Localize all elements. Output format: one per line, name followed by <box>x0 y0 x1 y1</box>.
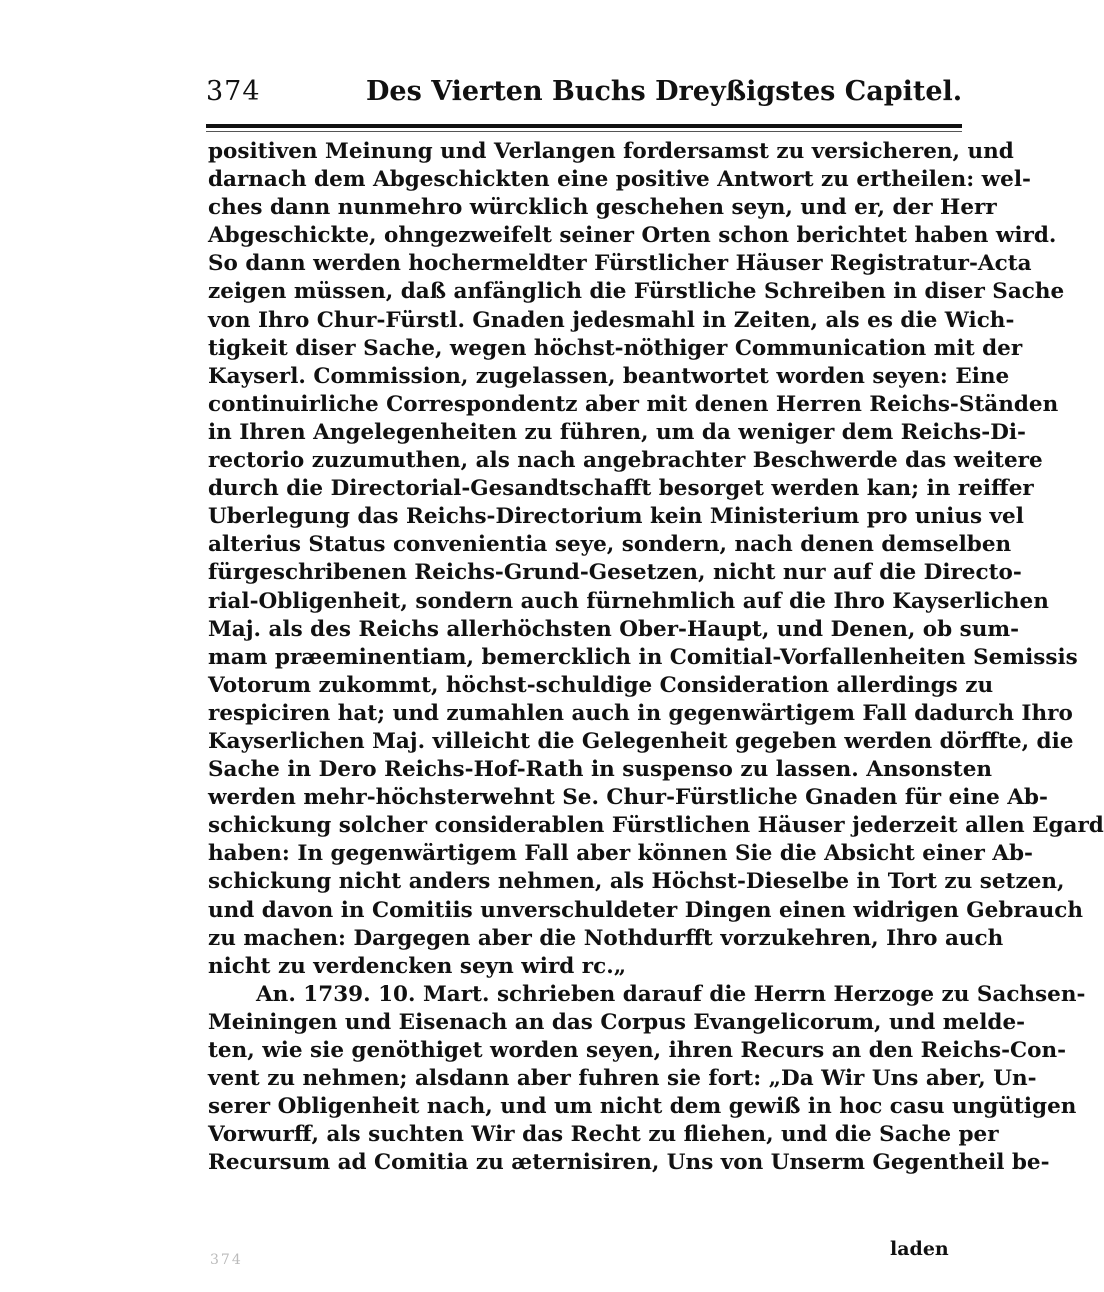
text-line: darnach dem Abgeschickten eine positive Antwort zu ertheilen: wel- <box>208 167 1031 193</box>
text-line: Meiningen und Eisenach an das Corpus Evangelicorum, und melde- <box>208 1009 1026 1035</box>
text-line: serer Obligenheit nach, und um nicht dem gewiß in hoc casu ungütigen <box>208 1094 1077 1120</box>
bleed-through-page-number: 374 <box>210 1252 243 1268</box>
text-line: positiven Meinung und Verlangen fordersamst zu versicheren, und <box>208 139 1014 164</box>
text-line: schickung solcher considerablen Fürstlichen Häuser jederzeit allen Egard <box>208 813 1104 839</box>
text-line: Kayserl. Commission, zugelassen, beantwortet worden seyen: Eine <box>208 363 1010 389</box>
page-header <box>206 72 963 116</box>
text-line: ten, wie sie genöthiget worden seyen, ihren Recurs an den Reichs-Con- <box>208 1038 1067 1063</box>
running-head: Des Vierten Buchs Dreyßigstes Capitel. <box>366 76 963 107</box>
text-line: vent zu nehmen; alsdann aber fuhren sie fort: „Da Wir Uns aber, Un- <box>208 1066 1037 1092</box>
text-line: ches dann nunmehro würcklich geschehen seyn, und er, der Herr <box>208 195 997 221</box>
text-line: fürgeschribenen Reichs-Grund-Gesetzen, nicht nur auf die Directo- <box>208 560 1022 586</box>
body-text <box>208 138 1104 1177</box>
text-line: von Ihro Chur-Fürstl. Gnaden jedesmahl in Zeiten, als es die Wich- <box>208 307 1015 333</box>
text-line: durch die Directorial-Gesandtschafft besorget werden kan; in reiffer <box>208 476 1034 502</box>
text-line: continuirliche Correspondentz aber mit denen Herren Reichs-Ständen <box>208 391 1059 417</box>
text-line: werden mehr-höchsterwehnt Se. Chur-Fürstliche Gnaden für eine Ab- <box>208 785 1048 811</box>
text-line: und davon in Comitiis unverschuldeter Dingen einen widrigen Gebrauch <box>208 897 1083 923</box>
page-number: 374 <box>206 76 261 107</box>
catchword: laden <box>890 1238 949 1260</box>
text-line: haben: In gegenwärtigem Fall aber können Sie die Absicht einer Ab- <box>208 841 1033 867</box>
text-line: Recursum ad Comitia zu æternisiren, Uns von Unserm Gegentheil be- <box>208 1150 1050 1176</box>
paragraph-start-line: An. 1739. 10. Mart. schrieben darauf die Herrn Herzoge zu Sachsen- <box>256 981 1086 1007</box>
text-line: Sache in Dero Reichs-Hof-Rath in suspenso zu lassen. Ansonsten <box>208 757 993 783</box>
header-rule <box>206 124 962 128</box>
text-line: respiciren hat; und zumahlen auch in gegenwärtigem Fall dadurch Ihro <box>208 700 1073 726</box>
text-line: alterius Status convenientia seye, sondern, nach denen demselben <box>208 532 1012 558</box>
text-line: tigkeit diser Sache, wegen höchst-nöthiger Communication mit der <box>208 335 1023 361</box>
text-line: Kayserlichen Maj. villeicht die Gelegenheit gegeben werden dörffte, die <box>208 728 1074 754</box>
text-line: Votorum zukommt, höchst-schuldige Consideration allerdings zu <box>208 672 994 698</box>
text-line: Vorwurff, als suchten Wir das Recht zu fliehen, und die Sache per <box>208 1122 999 1148</box>
text-line: nicht zu verdencken seyn wird rc.„ <box>208 953 627 979</box>
text-line: mam præeminentiam, bemercklich in Comitial-Vorfallenheiten Semissis <box>208 644 1078 670</box>
text-line: Maj. als des Reichs allerhöchsten Ober-Haupt, und Denen, ob sum- <box>208 616 1020 642</box>
text-line: rectorio zuzumuthen, als nach angebrachter Beschwerde das weitere <box>208 448 1043 474</box>
text-line: rial-Obligenheit, sondern auch fürnehmlich auf die Ihro Kayserlichen <box>208 588 1049 614</box>
text-line: zu machen: Dargegen aber die Nothdurfft vorzukehren, Ihro auch <box>208 925 1004 951</box>
text-line: So dann werden hochermeldter Fürstlicher Häuser Registratur-Acta <box>208 251 1032 277</box>
text-line: Uberlegung das Reichs-Directorium kein Ministerium pro unius vel <box>208 504 1024 530</box>
text-line: schickung nicht anders nehmen, als Höchst-Dieselbe in Tort zu setzen, <box>208 869 1065 895</box>
text-line: zeigen müssen, daß anfänglich die Fürstliche Schreiben in diser Sache <box>208 279 1065 305</box>
header-rule-thin <box>206 131 962 132</box>
text-line: in Ihren Angelegenheiten zu führen, um da weniger dem Reichs-Di- <box>208 419 1026 445</box>
text-line: Abgeschickte, ohngezweifelt seiner Orten schon berichtet haben wird. <box>208 223 1057 249</box>
